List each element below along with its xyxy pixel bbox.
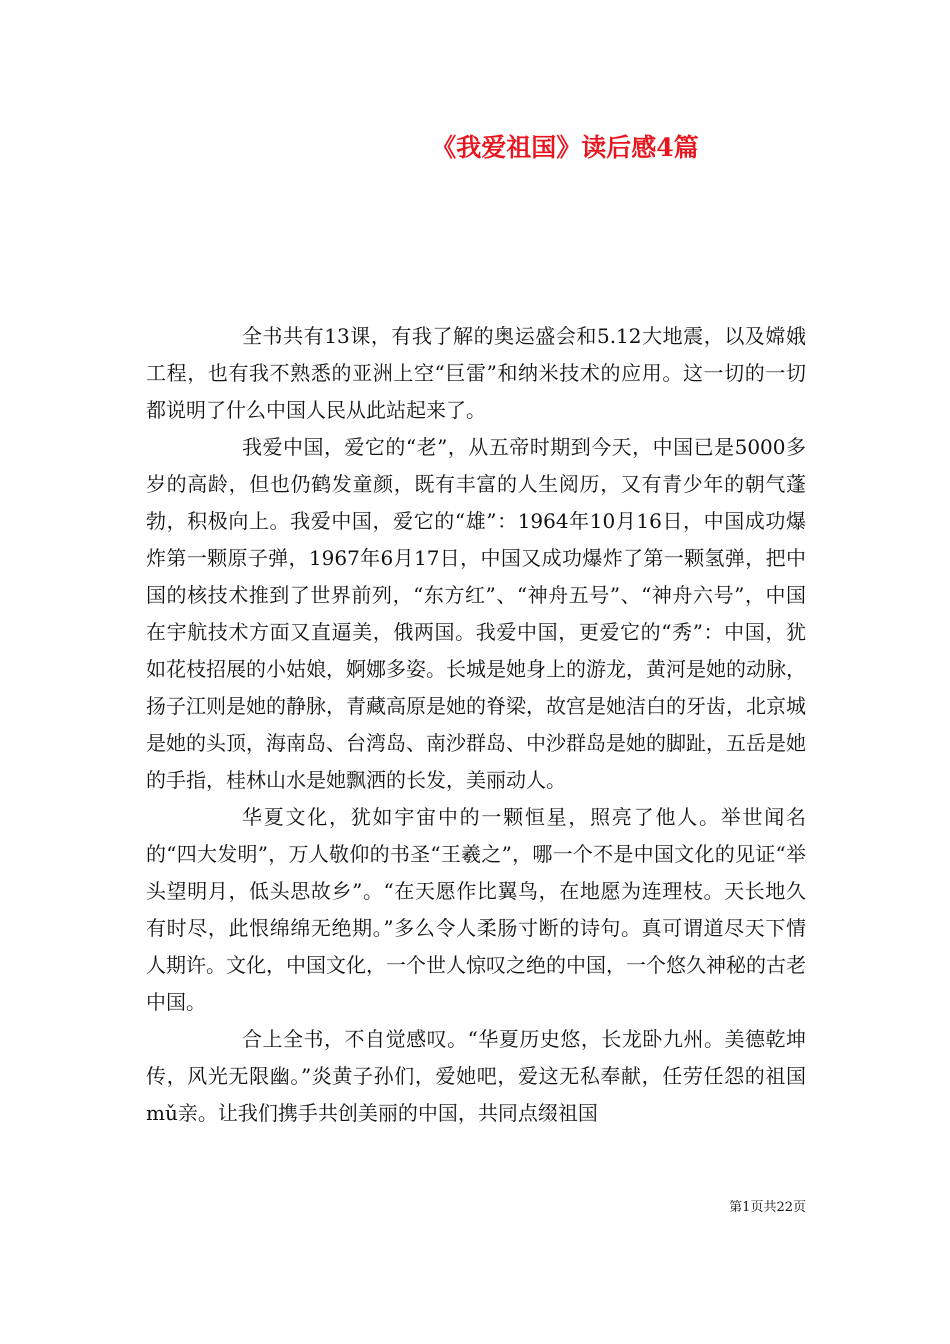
paragraph-4: 合上全书，不自觉感叹。“华夏历史悠，长龙卧九州。美德乾坤传，风光无限幽。”炎黄子孙们，爱她吧，爱这无私奉献，任劳任怨的祖国mǔ亲。让我们携手共创美丽的中国，共同点缀祖国: [146, 1027, 806, 1125]
document-body: [146, 318, 806, 1132]
paragraph-2: 我爱中国，爱它的“老”，从五帝时期到今天，中国已是5000多岁的高龄，但也仍鹤发童颜，既有丰富的人生阅历，又有青少年的朝气蓬勃，积极向上。我爱中国，爱它的“雄”：1964年10月16日，中国成功爆炸第一颗原子弹，1967年6月17日，中国又成功爆炸了第一颗氢弹，把中国的核技术推到了世界前列，“东方红”、“神舟五号”、“神舟六号”，中国在宇航技术方面又直逼美，俄两国。我爱中国，更爱它的“秀”：中国，犹如花枝招展的小姑娘，婀娜多姿。长城是她身上的游龙，黄河是她的动脉，扬子江则是她的静脉，青藏高原是她的脊梁，故宫是她洁白的牙齿，北京城是她的头顶，海南岛、台湾岛、南沙群岛、中沙群岛是她的脚趾，五岳是她的手指，桂林山水是她飘洒的长发，美丽动人。: [146, 435, 806, 792]
document-title: 《我爱祖国》读后感4篇: [431, 133, 699, 162]
page-footer: 第1页共22页: [729, 1200, 806, 1215]
paragraph-1: 全书共有13课，有我了解的奥运盛会和5.12大地震，以及嫦娥工程，也有我不熟悉的亚洲上空“巨雷”和纳米技术的应用。这一切的一切都说明了什么中国人民从此站起来了。: [146, 324, 806, 422]
paragraph-3: 华夏文化，犹如宇宙中的一颗恒星，照亮了他人。举世闻名的“四大发明”，万人敬仰的书圣“王羲之”，哪一个不是中国文化的见证“举头望明月，低头思故乡”。“在天愿作比翼鸟，在地愿为连理枝。天长地久有时尽，此恨绵绵无绝期。”多么令人柔肠寸断的诗句。真可谓道尽天下情人期许。文化，中国文化，一个世人惊叹之绝的中国，一个悠久神秘的古老中国。: [146, 805, 806, 1014]
